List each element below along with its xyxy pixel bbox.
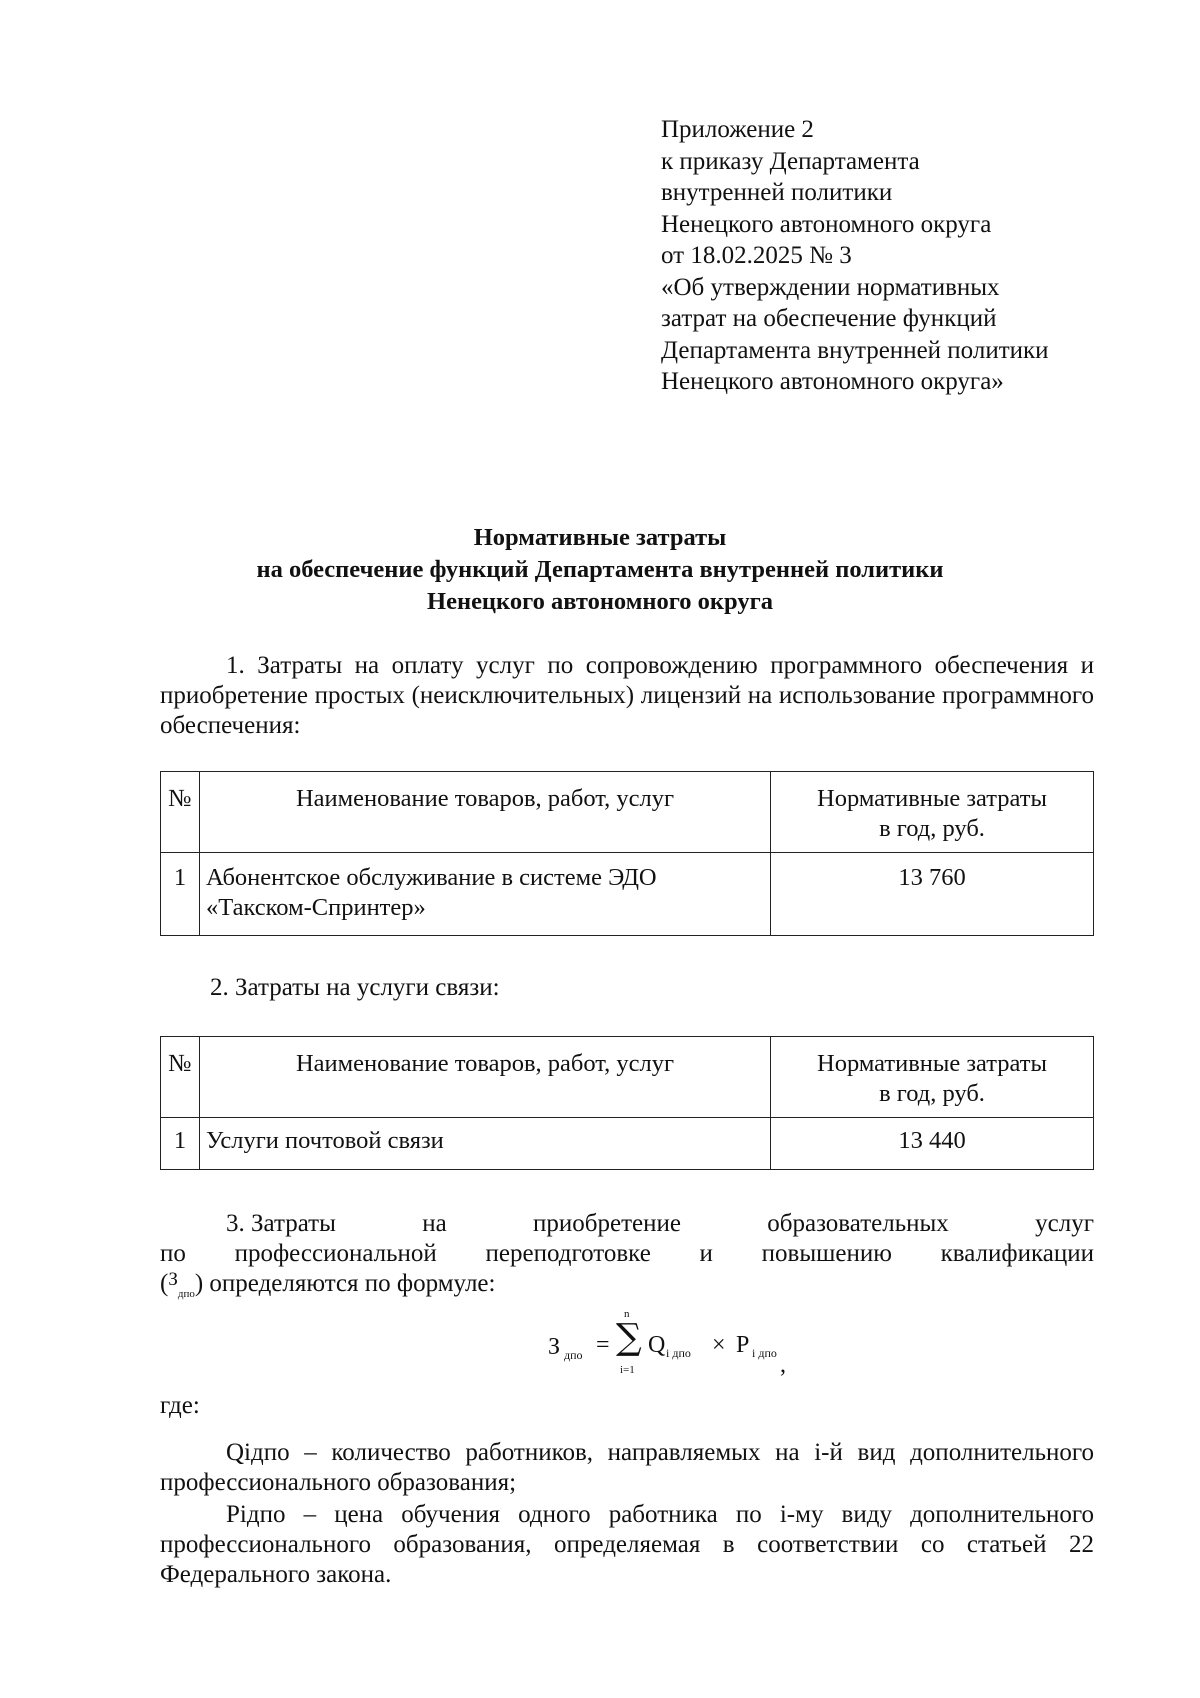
section-3-text [160, 1209, 1094, 1309]
formula-symbol: З [168, 1269, 178, 1290]
header-cost: Нормативные затраты в год, руб. [771, 772, 1094, 853]
table-header-row [161, 1037, 1094, 1118]
appendix-line: Ненецкого автономного округа» [661, 368, 1004, 395]
header-number: № [161, 1037, 200, 1118]
definition-q: Qiдпо – количество работников, направляемых на i-й вид дополнительного профессионального образования; [160, 1439, 1095, 1496]
appendix-line: «Об утверждении нормативных [661, 273, 1000, 301]
definition-symbol: Qiдпо [226, 1439, 290, 1466]
where-label: где: [160, 1392, 200, 1419]
definition-symbol: Piдпо [226, 1501, 286, 1528]
sum-sign: ∑ [616, 1317, 642, 1358]
header-name: Наименование товаров, работ, услуг [200, 1037, 771, 1118]
header-name: Наименование товаров, работ, услуг [200, 772, 771, 853]
table-header-row [161, 772, 1094, 853]
title-line: Нормативные затраты [473, 524, 727, 551]
appendix-line: внутренней политики [661, 179, 893, 206]
appendix-block [661, 114, 1049, 398]
appendix-line: Приложение 2 [661, 116, 814, 143]
appendix-line: Департамента внутренней политики [661, 336, 1049, 364]
row-number: 1 [161, 853, 200, 936]
appendix-line: Ненецкого автономного округа [661, 210, 992, 238]
section-3-line-2: по профессиональной переподготовке и повышению квалификации [160, 1240, 1094, 1267]
title-line: на обеспечение функций Департамента внутренней политики [256, 556, 944, 583]
row-name: Абонентское обслуживание в системе ЭДО «Такском-Спринтер» [200, 853, 771, 936]
software-costs-table [160, 771, 1094, 936]
row-cost: 13 760 [771, 853, 1094, 936]
formula-lhs: З [548, 1334, 561, 1360]
section-1-text: 1. Затраты на оплату услуг по сопровождению программного обеспечения и приобретение простых (неисключительных) лицензий на использование программного обеспечения: [160, 652, 1094, 739]
title-line: Ненецкого автономного округа [427, 588, 773, 615]
row-cost: 13 440 [771, 1118, 1094, 1170]
communication-costs-table [160, 1036, 1094, 1170]
section-3-line-1: 3. Затраты на приобретение образовательных услуг [226, 1210, 1094, 1237]
document-title [0, 522, 1200, 618]
definition-p: Piдпо – цена обучения одного работника по i-му виду дополнительного профессионального образования, определяемая в соответствии со статьей 22 Федерального закона. [160, 1501, 1094, 1588]
row-name: Услуги почтовой связи [200, 1118, 771, 1170]
formula: З дпо = n ∑ i=1 Q i дпо × P i дпо , [548, 1308, 786, 1378]
section-2-text: 2. Затраты на услуги связи: [210, 974, 500, 1001]
table-row [161, 1118, 1094, 1170]
header-number: № [161, 772, 200, 853]
table-row [161, 853, 1094, 936]
appendix-line: от 18.02.2025 № 3 [661, 242, 852, 269]
row-number: 1 [161, 1118, 200, 1170]
section-3-line-3: ($^З_{дпо}$) определяются по формуле: [160, 1269, 496, 1300]
header-cost: Нормативные затраты в год, руб. [771, 1037, 1094, 1118]
appendix-line: к приказу Департамента [661, 147, 920, 175]
appendix-line: затрат на обеспечение функций [661, 305, 997, 332]
